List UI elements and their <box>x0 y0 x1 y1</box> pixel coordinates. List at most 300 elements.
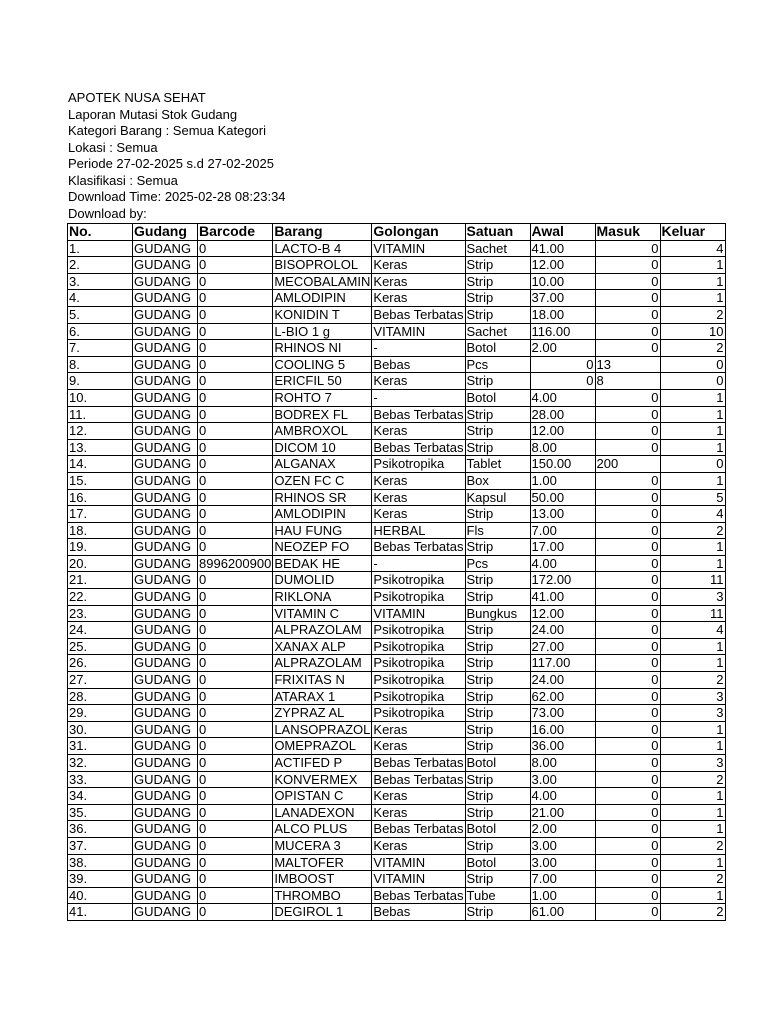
table-row <box>68 472 726 489</box>
cell-awal: 13.00 <box>530 506 595 523</box>
cell-gudang: GUDANG <box>133 555 198 572</box>
cell-gudang: GUDANG <box>133 539 198 556</box>
cell-barcode: 0 <box>198 456 273 473</box>
cell-no: 35. <box>68 804 133 821</box>
cell-barang: ALGANAX <box>273 456 372 473</box>
cell-golongan: VITAMIN <box>372 605 465 622</box>
table-row <box>68 788 726 805</box>
cell-satuan: Strip <box>465 506 530 523</box>
cell-keluar: 1 <box>660 788 725 805</box>
cell-awal: 16.00 <box>530 721 595 738</box>
table-row <box>68 273 726 290</box>
cell-satuan: Strip <box>465 306 530 323</box>
cell-gudang: GUDANG <box>133 638 198 655</box>
table-row <box>68 755 726 772</box>
table-row <box>68 389 726 406</box>
table-row <box>68 456 726 473</box>
cell-masuk: 0 <box>595 290 660 307</box>
table-row <box>68 721 726 738</box>
cell-golongan: VITAMIN <box>372 323 465 340</box>
cell-masuk: 0 <box>595 522 660 539</box>
cell-no: 19. <box>68 539 133 556</box>
table-row <box>68 622 726 639</box>
cell-gudang: GUDANG <box>133 240 198 257</box>
table-row <box>68 323 726 340</box>
cell-awal: 7.00 <box>530 871 595 888</box>
cell-golongan: Keras <box>372 373 465 390</box>
period-range: Periode 27-02-2025 s.d 27-02-2025 <box>68 156 274 171</box>
cell-awal: 24.00 <box>530 672 595 689</box>
cell-no: 26. <box>68 655 133 672</box>
cell-satuan: Strip <box>465 290 530 307</box>
cell-golongan: Bebas <box>372 356 465 373</box>
table-row <box>68 837 726 854</box>
table-row <box>68 290 726 307</box>
cell-gudang: GUDANG <box>133 854 198 871</box>
cell-satuan: Strip <box>465 257 530 274</box>
table-row <box>68 688 726 705</box>
cell-keluar: 2 <box>660 306 725 323</box>
cell-masuk: 0 <box>595 871 660 888</box>
cell-satuan: Botol <box>465 755 530 772</box>
cell-barcode: 0 <box>198 672 273 689</box>
cell-barang: DICOM 10 <box>273 439 372 456</box>
cell-gudang: GUDANG <box>133 506 198 523</box>
cell-keluar: 1 <box>660 821 725 838</box>
stock-table <box>67 223 726 921</box>
cell-barcode: 0 <box>198 356 273 373</box>
cell-barang: MUCERA 3 <box>273 837 372 854</box>
cell-awal: 12.00 <box>530 605 595 622</box>
cell-satuan: Sachet <box>465 240 530 257</box>
cell-satuan: Strip <box>465 771 530 788</box>
cell-barcode: 0 <box>198 389 273 406</box>
cell-gudang: GUDANG <box>133 373 198 390</box>
column-header-gudang: Gudang <box>133 224 198 241</box>
cell-awal: 41.00 <box>530 589 595 606</box>
column-header-keluar: Keluar <box>660 224 725 241</box>
cell-no: 23. <box>68 605 133 622</box>
cell-awal: 36.00 <box>530 738 595 755</box>
cell-golongan: Psikotropika <box>372 688 465 705</box>
cell-barcode: 0 <box>198 837 273 854</box>
cell-barang: THROMBO <box>273 887 372 904</box>
cell-keluar: 3 <box>660 688 725 705</box>
cell-satuan: Strip <box>465 804 530 821</box>
cell-barcode: 0 <box>198 804 273 821</box>
classification-filter: Klasifikasi : Semua <box>68 172 178 188</box>
cell-no: 24. <box>68 622 133 639</box>
cell-awal: 17.00 <box>530 539 595 556</box>
cell-barcode: 0 <box>198 771 273 788</box>
cell-barang: L-BIO 1 g <box>273 323 372 340</box>
cell-no: 6. <box>68 323 133 340</box>
cell-gudang: GUDANG <box>133 356 198 373</box>
cell-keluar: 2 <box>660 522 725 539</box>
cell-no: 7. <box>68 340 133 357</box>
cell-gudang: GUDANG <box>133 605 198 622</box>
cell-masuk: 13 <box>595 356 660 373</box>
cell-golongan: Bebas <box>372 904 465 921</box>
cell-awal: 27.00 <box>530 638 595 655</box>
cell-masuk: 0 <box>595 555 660 572</box>
cell-barang: MALTOFER <box>273 854 372 871</box>
cell-golongan: Keras <box>372 738 465 755</box>
cell-satuan: Strip <box>465 423 530 440</box>
cell-masuk: 0 <box>595 257 660 274</box>
cell-barang: ALPRAZOLAM <box>273 655 372 672</box>
table-row <box>68 705 726 722</box>
cell-satuan: Botol <box>465 389 530 406</box>
cell-satuan: Botol <box>465 340 530 357</box>
cell-masuk: 0 <box>595 539 660 556</box>
table-row <box>68 423 726 440</box>
cell-awal: 3.00 <box>530 854 595 871</box>
cell-keluar: 4 <box>660 622 725 639</box>
cell-keluar: 4 <box>660 240 725 257</box>
cell-barang: AMBROXOL <box>273 423 372 440</box>
cell-barcode: 0 <box>198 273 273 290</box>
cell-masuk: 0 <box>595 489 660 506</box>
cell-barcode: 0 <box>198 871 273 888</box>
cell-masuk: 0 <box>595 638 660 655</box>
cell-barcode: 0 <box>198 306 273 323</box>
cell-barcode: 0 <box>198 854 273 871</box>
cell-no: 15. <box>68 472 133 489</box>
cell-gudang: GUDANG <box>133 804 198 821</box>
cell-satuan: Fls <box>465 522 530 539</box>
cell-keluar: 2 <box>660 837 725 854</box>
table-row <box>68 373 726 390</box>
cell-no: 17. <box>68 506 133 523</box>
cell-awal: 61.00 <box>530 904 595 921</box>
cell-no: 31. <box>68 738 133 755</box>
cell-satuan: Tube <box>465 887 530 904</box>
cell-gudang: GUDANG <box>133 821 198 838</box>
cell-no: 37. <box>68 837 133 854</box>
cell-awal: 4.00 <box>530 788 595 805</box>
cell-keluar: 0 <box>660 373 725 390</box>
cell-barcode: 0 <box>198 738 273 755</box>
cell-satuan: Box <box>465 472 530 489</box>
cell-gudang: GUDANG <box>133 738 198 755</box>
cell-no: 25. <box>68 638 133 655</box>
cell-gudang: GUDANG <box>133 273 198 290</box>
cell-gudang: GUDANG <box>133 655 198 672</box>
table-row <box>68 738 726 755</box>
cell-golongan: Keras <box>372 837 465 854</box>
table-row <box>68 506 726 523</box>
cell-keluar: 1 <box>660 273 725 290</box>
cell-keluar: 2 <box>660 672 725 689</box>
cell-masuk: 0 <box>595 688 660 705</box>
cell-satuan: Strip <box>465 572 530 589</box>
table-row <box>68 605 726 622</box>
table-row <box>68 854 726 871</box>
cell-satuan: Strip <box>465 655 530 672</box>
cell-satuan: Strip <box>465 672 530 689</box>
cell-golongan: Psikotropika <box>372 622 465 639</box>
cell-keluar: 3 <box>660 755 725 772</box>
table-row <box>68 638 726 655</box>
cell-awal: 4.00 <box>530 555 595 572</box>
cell-barang: OPISTAN C <box>273 788 372 805</box>
cell-no: 14. <box>68 456 133 473</box>
cell-masuk: 0 <box>595 771 660 788</box>
cell-awal: 62.00 <box>530 688 595 705</box>
cell-no: 38. <box>68 854 133 871</box>
cell-gudang: GUDANG <box>133 688 198 705</box>
table-header-row <box>68 224 726 241</box>
cell-keluar: 11 <box>660 572 725 589</box>
cell-barcode: 0 <box>198 788 273 805</box>
cell-gudang: GUDANG <box>133 572 198 589</box>
table-row <box>68 439 726 456</box>
cell-satuan: Strip <box>465 273 530 290</box>
cell-barcode: 0 <box>198 489 273 506</box>
cell-barcode: 0 <box>198 705 273 722</box>
cell-satuan: Strip <box>465 638 530 655</box>
cell-golongan: Keras <box>372 472 465 489</box>
cell-no: 18. <box>68 522 133 539</box>
cell-gudang: GUDANG <box>133 406 198 423</box>
cell-no: 1. <box>68 240 133 257</box>
cell-no: 22. <box>68 589 133 606</box>
column-header-awal: Awal <box>530 224 595 241</box>
cell-awal: 117.00 <box>530 655 595 672</box>
cell-masuk: 200 <box>595 456 660 473</box>
table-row <box>68 522 726 539</box>
cell-awal: 1.00 <box>530 887 595 904</box>
cell-barang: ALPRAZOLAM <box>273 622 372 639</box>
cell-masuk: 0 <box>595 721 660 738</box>
cell-keluar: 1 <box>660 804 725 821</box>
cell-awal: 2.00 <box>530 821 595 838</box>
cell-awal: 73.00 <box>530 705 595 722</box>
cell-awal: 10.00 <box>530 273 595 290</box>
cell-satuan: Bungkus <box>465 605 530 622</box>
cell-keluar: 11 <box>660 605 725 622</box>
cell-masuk: 0 <box>595 804 660 821</box>
cell-golongan: Keras <box>372 721 465 738</box>
cell-gudang: GUDANG <box>133 472 198 489</box>
cell-barcode: 0 <box>198 472 273 489</box>
cell-barcode: 0 <box>198 406 273 423</box>
cell-satuan: Strip <box>465 871 530 888</box>
cell-gudang: GUDANG <box>133 340 198 357</box>
cell-masuk: 0 <box>595 655 660 672</box>
cell-keluar: 1 <box>660 290 725 307</box>
cell-keluar: 2 <box>660 871 725 888</box>
cell-golongan: Keras <box>372 423 465 440</box>
cell-golongan: VITAMIN <box>372 854 465 871</box>
cell-golongan: Keras <box>372 273 465 290</box>
column-header-barcode: Barcode <box>198 224 273 241</box>
cell-barang: DEGIROL 1 <box>273 904 372 921</box>
cell-awal: 0 <box>530 356 595 373</box>
cell-golongan: Psikotropika <box>372 705 465 722</box>
cell-barang: LACTO-B 4 <box>273 240 372 257</box>
cell-satuan: Strip <box>465 721 530 738</box>
column-header-masuk: Masuk <box>595 224 660 241</box>
cell-gudang: GUDANG <box>133 456 198 473</box>
cell-no: 28. <box>68 688 133 705</box>
cell-gudang: GUDANG <box>133 788 198 805</box>
cell-satuan: Sachet <box>465 323 530 340</box>
cell-gudang: GUDANG <box>133 257 198 274</box>
table-row <box>68 904 726 921</box>
cell-barang: ALCO PLUS <box>273 821 372 838</box>
cell-masuk: 0 <box>595 306 660 323</box>
cell-satuan: Strip <box>465 373 530 390</box>
cell-barang: IMBOOST <box>273 871 372 888</box>
cell-satuan: Strip <box>465 688 530 705</box>
cell-awal: 50.00 <box>530 489 595 506</box>
cell-awal: 116.00 <box>530 323 595 340</box>
cell-golongan: Bebas Terbatas <box>373 755 464 770</box>
cell-gudang: GUDANG <box>133 522 198 539</box>
cell-barcode: 0 <box>198 340 273 357</box>
cell-barang: BODREX FL <box>273 406 372 423</box>
table-row <box>68 771 726 788</box>
cell-keluar: 0 <box>660 356 725 373</box>
cell-keluar: 1 <box>660 738 725 755</box>
cell-barang: RHINOS SR <box>273 489 372 506</box>
cell-awal: 28.00 <box>530 406 595 423</box>
cell-satuan: Strip <box>465 904 530 921</box>
cell-barang: OMEPRAZOL <box>273 738 372 755</box>
cell-gudang: GUDANG <box>133 622 198 639</box>
cell-barang: LANSOPRAZOL <box>274 721 371 737</box>
cell-golongan: Keras <box>372 788 465 805</box>
cell-masuk: 0 <box>595 854 660 871</box>
cell-golongan: HERBAL <box>372 522 465 539</box>
cell-barang: RHINOS NI <box>273 340 372 357</box>
cell-golongan: Bebas Terbatas <box>373 406 464 422</box>
cell-barang: ZYPRAZ AL <box>273 705 372 722</box>
cell-awal: 12.00 <box>530 257 595 274</box>
cell-keluar: 1 <box>660 655 725 672</box>
cell-barcode: 0 <box>198 887 273 904</box>
cell-keluar: 3 <box>660 589 725 606</box>
cell-masuk: 0 <box>595 472 660 489</box>
cell-golongan: Bebas Terbatas <box>373 887 464 903</box>
cell-keluar: 1 <box>660 555 725 572</box>
cell-barang: ROHTO 7 <box>273 389 372 406</box>
cell-keluar: 1 <box>660 406 725 423</box>
cell-awal: 37.00 <box>530 290 595 307</box>
cell-no: 16. <box>68 489 133 506</box>
cell-keluar: 2 <box>660 904 725 921</box>
cell-barcode: 0 <box>198 539 273 556</box>
cell-masuk: 0 <box>595 821 660 838</box>
download-time: Download Time: 2025-02-28 08:23:34 <box>68 189 286 204</box>
column-header-barang: Barang <box>273 224 372 241</box>
cell-golongan: Psikotropika <box>372 655 465 672</box>
cell-awal: 3.00 <box>530 771 595 788</box>
cell-barcode: 8996200900 <box>199 555 272 571</box>
cell-barcode: 0 <box>198 423 273 440</box>
cell-satuan: Botol <box>465 854 530 871</box>
cell-barang: NEOZEP FO <box>273 539 372 556</box>
cell-barang: MECOBALAMIN <box>274 273 371 289</box>
cell-barang: ERICFIL 50 <box>273 373 372 390</box>
cell-awal: 8.00 <box>530 439 595 456</box>
cell-golongan: Keras <box>372 489 465 506</box>
cell-awal: 3.00 <box>530 837 595 854</box>
cell-gudang: GUDANG <box>133 705 198 722</box>
cell-masuk: 8 <box>595 373 660 390</box>
cell-no: 5. <box>68 306 133 323</box>
cell-barcode: 0 <box>198 506 273 523</box>
cell-masuk: 0 <box>595 273 660 290</box>
cell-awal: 0 <box>530 373 595 390</box>
cell-golongan: Bebas Terbatas <box>373 439 464 455</box>
cell-barcode: 0 <box>198 605 273 622</box>
cell-barcode: 0 <box>198 589 273 606</box>
cell-barang: ATARAX 1 <box>273 688 372 705</box>
cell-keluar: 3 <box>660 705 725 722</box>
cell-no: 29. <box>68 705 133 722</box>
location-filter: Lokasi : Semua <box>68 139 158 155</box>
table-row <box>68 672 726 689</box>
table-row <box>68 655 726 672</box>
cell-satuan: Strip <box>465 788 530 805</box>
cell-barcode: 0 <box>198 721 273 738</box>
cell-keluar: 1 <box>660 472 725 489</box>
cell-barcode: 0 <box>198 240 273 257</box>
cell-barcode: 0 <box>198 688 273 705</box>
cell-gudang: GUDANG <box>133 837 198 854</box>
cell-barang: FRIXITAS N <box>273 672 372 689</box>
cell-masuk: 0 <box>595 788 660 805</box>
cell-gudang: GUDANG <box>133 887 198 904</box>
cell-masuk: 0 <box>595 423 660 440</box>
cell-masuk: 0 <box>595 887 660 904</box>
cell-gudang: GUDANG <box>133 439 198 456</box>
cell-barcode: 0 <box>198 373 273 390</box>
cell-awal: 172.00 <box>530 572 595 589</box>
cell-masuk: 0 <box>595 672 660 689</box>
cell-barang: AMLODIPIN <box>273 290 372 307</box>
cell-no: 12. <box>68 423 133 440</box>
cell-gudang: GUDANG <box>133 771 198 788</box>
cell-golongan: Bebas Terbatas <box>373 539 464 555</box>
cell-no: 36. <box>68 821 133 838</box>
cell-no: 8. <box>68 356 133 373</box>
category-filter: Kategori Barang : Semua Kategori <box>68 123 267 138</box>
cell-gudang: GUDANG <box>133 755 198 772</box>
cell-barcode: 0 <box>198 257 273 274</box>
cell-barang: COOLING 5 <box>273 356 372 373</box>
cell-satuan: Pcs <box>465 356 530 373</box>
cell-golongan: Psikotropika <box>372 456 465 473</box>
cell-barcode: 0 <box>198 572 273 589</box>
cell-keluar: 4 <box>660 506 725 523</box>
cell-awal: 4.00 <box>530 389 595 406</box>
cell-no: 27. <box>68 672 133 689</box>
cell-keluar: 2 <box>660 771 725 788</box>
cell-awal: 18.00 <box>530 306 595 323</box>
cell-awal: 8.00 <box>530 755 595 772</box>
cell-masuk: 0 <box>595 837 660 854</box>
cell-keluar: 10 <box>660 323 725 340</box>
cell-no: 3. <box>68 273 133 290</box>
cell-masuk: 0 <box>595 589 660 606</box>
cell-satuan: Strip <box>465 539 530 556</box>
report-title: Laporan Mutasi Stok Gudang <box>68 106 238 122</box>
cell-masuk: 0 <box>595 340 660 357</box>
